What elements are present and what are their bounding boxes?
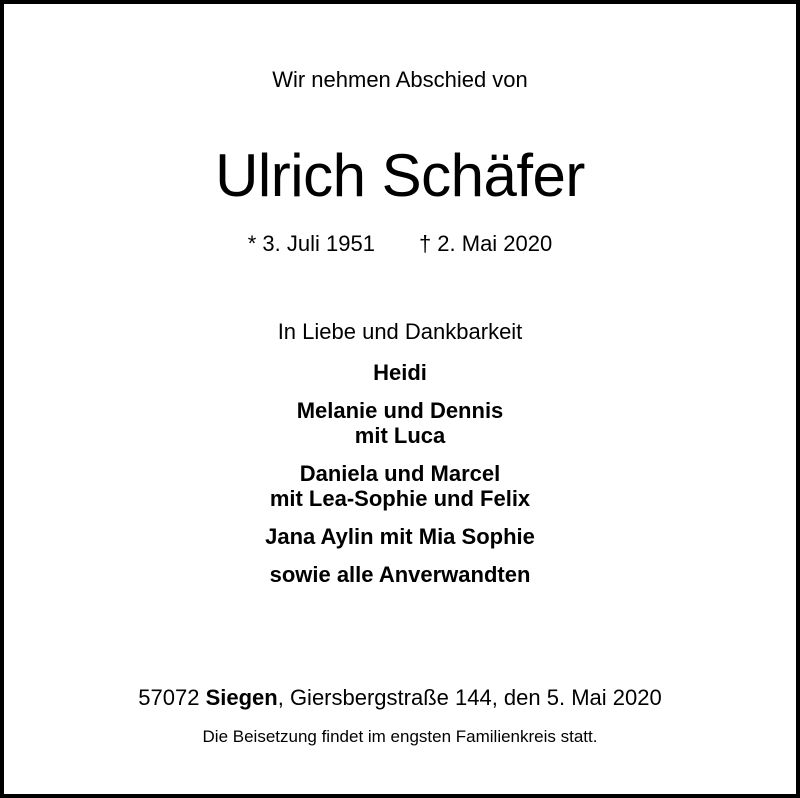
street-and-date: , Giersbergstraße 144, den 5. Mai 2020: [277, 685, 662, 710]
burial-note: Die Beisetzung findet im engsten Familienkreis statt.: [202, 727, 598, 746]
death-date: † 2. Mai 2020: [418, 231, 553, 256]
mourner-group: [4, 398, 796, 448]
mourner-group: [4, 461, 796, 511]
mourners-list: [4, 360, 796, 600]
intro-text: Wir nehmen Abschied von: [272, 67, 528, 92]
mourner-line: mit Lea-Sophie und Felix: [269, 486, 531, 511]
mourner-line: sowie alle Anverwandten: [269, 562, 531, 587]
city-name: Siegen: [205, 685, 278, 710]
mourner-line: Jana Aylin mit Mia Sophie: [265, 524, 535, 549]
life-dates: [4, 230, 796, 258]
postal-code: 57072: [138, 685, 200, 710]
deceased-name: Ulrich Schäfer: [215, 142, 585, 209]
mourner-line: Heidi: [373, 360, 427, 385]
mourner-group: [4, 562, 796, 587]
mourner-group: [4, 360, 796, 385]
mourner-group: [4, 524, 796, 549]
mourner-line: mit Luca: [354, 423, 446, 448]
birth-date: * 3. Juli 1951: [247, 231, 375, 256]
mourner-line: Melanie und Dennis: [296, 398, 504, 423]
address-line: [4, 684, 796, 712]
mourner-line: Daniela und Marcel: [299, 461, 501, 486]
thanks-text: In Liebe und Dankbarkeit: [277, 319, 523, 344]
